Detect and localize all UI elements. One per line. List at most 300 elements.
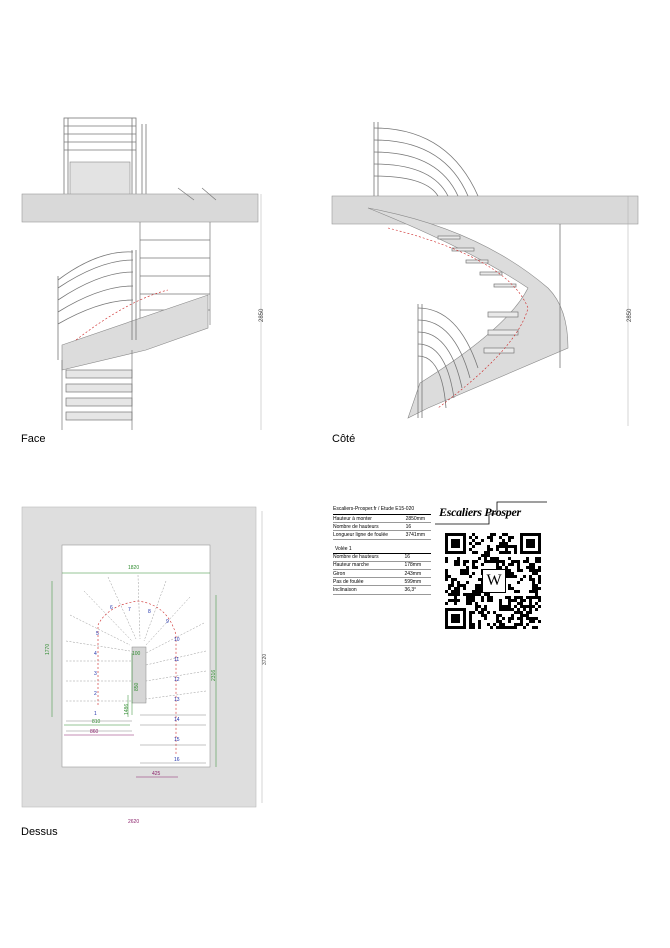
step-number: 13 (174, 697, 180, 703)
qr-module (475, 584, 478, 587)
plan-dim-left: 1770 (45, 643, 51, 655)
qr-module (493, 560, 496, 563)
qr-module (502, 605, 505, 608)
qr-module (535, 593, 538, 596)
qr-module (484, 605, 487, 608)
qr-module (532, 590, 535, 593)
qr-module (472, 563, 475, 566)
qr-module (532, 605, 535, 608)
step-number: 8 (148, 609, 151, 615)
qr-module (472, 545, 475, 548)
qr-module (472, 566, 475, 569)
qr-module (508, 563, 511, 566)
qr-module (538, 560, 541, 563)
volee-title: Volée 1 (333, 545, 431, 554)
qr-module (538, 605, 541, 608)
qr-module (511, 587, 514, 590)
qr-module (529, 608, 532, 611)
qr-module (475, 608, 478, 611)
qr-module (466, 602, 469, 605)
qr-module (478, 557, 481, 560)
qr-module (454, 596, 457, 599)
study-value: 3741mm (403, 531, 431, 539)
qr-module (490, 596, 493, 599)
qr-module (538, 620, 541, 623)
qr-module (520, 569, 523, 572)
qr-module (478, 593, 481, 596)
qr-module (469, 614, 472, 617)
qr-module (505, 542, 508, 545)
qr-module (478, 587, 481, 590)
qr-module (493, 611, 496, 614)
qr-module (469, 611, 472, 614)
qr-module (484, 557, 487, 560)
qr-module (493, 557, 496, 560)
qr-module (517, 602, 520, 605)
qr-module (490, 560, 493, 563)
qr-module (499, 599, 502, 602)
qr-module (469, 620, 472, 623)
qr-module (523, 575, 526, 578)
qr-module (508, 575, 511, 578)
qr-module (505, 605, 508, 608)
qr-module (535, 587, 538, 590)
qr-module (475, 593, 478, 596)
qr-module (508, 617, 511, 620)
side-caption: Côté (332, 433, 356, 445)
step-number: 12 (174, 677, 180, 683)
side-elevation-drawing (328, 108, 648, 433)
qr-module (535, 560, 538, 563)
qr-module (466, 560, 469, 563)
qr-module (445, 602, 448, 605)
qr-module (454, 578, 457, 581)
qr-module (451, 539, 460, 548)
qr-module (508, 572, 511, 575)
qr-module (535, 596, 538, 599)
qr-module (475, 590, 478, 593)
qr-module (469, 536, 472, 539)
qr-module (496, 614, 499, 617)
study-header: Escaliers-Prosper.fr / Etude E15-020 (333, 505, 431, 515)
qr-module (526, 617, 529, 620)
qr-module (469, 626, 472, 629)
qr-module (508, 599, 511, 602)
qr-module (511, 536, 514, 539)
qr-module (463, 563, 466, 566)
qr-module (523, 614, 526, 617)
qr-module (484, 608, 487, 611)
qr-module (454, 602, 457, 605)
qr-module (511, 575, 514, 578)
qr-module (526, 623, 529, 626)
qr-module (475, 551, 478, 554)
qr-module (508, 602, 511, 605)
qr-module (502, 623, 505, 626)
volee-label: Giron (333, 569, 401, 577)
step-number: 14 (174, 717, 180, 723)
qr-module (466, 599, 469, 602)
study-row (333, 523, 431, 531)
qr-module (532, 569, 535, 572)
qr-module (457, 599, 460, 602)
qr-module (487, 596, 490, 599)
face-caption: Face (21, 433, 46, 445)
step-number: 5 (96, 631, 99, 637)
volee-label: Inclinaison (333, 586, 401, 594)
qr-module (538, 569, 541, 572)
qr-center-letter: W (482, 569, 506, 593)
qr-module (469, 596, 472, 599)
qr-module (466, 593, 469, 596)
qr-module (532, 578, 535, 581)
study-label: Nombre de hauteurs (333, 523, 403, 531)
step-number: 4 (94, 651, 97, 657)
qr-module (451, 578, 454, 581)
qr-module (532, 620, 535, 623)
qr-module (505, 596, 508, 599)
qr-module (496, 626, 499, 629)
study-label: Hauteur à monter (333, 515, 403, 523)
brand-logo (433, 500, 549, 526)
side-height-dim: 2850 (627, 308, 633, 322)
qr-module (535, 590, 538, 593)
plan-caption: Dessus (21, 826, 58, 838)
qr-module (535, 602, 538, 605)
qr-module (535, 608, 538, 611)
qr-module (517, 617, 520, 620)
step-number: 16 (174, 757, 180, 763)
study-value: 2850mm (403, 515, 431, 523)
qr-module (472, 626, 475, 629)
qr-module (529, 590, 532, 593)
plan-dim-810: 810 (92, 719, 101, 725)
qr-module (493, 623, 496, 626)
qr-module (526, 560, 529, 563)
qr-module (472, 560, 475, 563)
qr-module (493, 533, 496, 536)
volee-value: 599mm (401, 578, 431, 586)
qr-module (517, 560, 520, 563)
study-summary-table (333, 515, 431, 540)
plan-dim-860: 860 (90, 729, 99, 735)
qr-module (457, 593, 460, 596)
study-row (333, 531, 431, 539)
qr-module (484, 614, 487, 617)
step-number: 10 (174, 637, 180, 643)
qr-module (463, 569, 466, 572)
qr-module (466, 566, 469, 569)
qr-module (508, 626, 511, 629)
qr-module (511, 572, 514, 575)
qr-module (448, 587, 451, 590)
qr-module (538, 557, 541, 560)
volee-value: 16 (401, 554, 431, 562)
qr-module (514, 551, 517, 554)
qr-module (448, 599, 451, 602)
plan-dim-100: 100 (132, 651, 141, 657)
qr-module (475, 602, 478, 605)
qr-module (481, 608, 484, 611)
qr-module (481, 554, 484, 557)
qr-module (517, 623, 520, 626)
qr-module (490, 599, 493, 602)
qr-module (484, 617, 487, 620)
qr-module (475, 605, 478, 608)
qr-module (481, 563, 484, 566)
qr-module (469, 542, 472, 545)
qr-module (514, 590, 517, 593)
qr-module (496, 617, 499, 620)
qr-module (484, 554, 487, 557)
step-number: 6 (110, 605, 113, 611)
qr-module (529, 602, 532, 605)
plan-view-drawing (18, 505, 278, 823)
qr-module (457, 590, 460, 593)
qr-module (457, 587, 460, 590)
qr-module (475, 566, 478, 569)
qr-module (523, 599, 526, 602)
qr-module (520, 578, 523, 581)
qr-module (538, 581, 541, 584)
qr-module (484, 560, 487, 563)
qr-module (463, 584, 466, 587)
qr-module (499, 614, 502, 617)
qr-module (514, 599, 517, 602)
qr-module (484, 593, 487, 596)
qr-module (490, 536, 493, 539)
qr-module (508, 536, 511, 539)
qr-module (457, 557, 460, 560)
qr-module (538, 566, 541, 569)
qr-module (478, 542, 481, 545)
qr-module (538, 575, 541, 578)
qr-module (475, 560, 478, 563)
step-number: 3 (94, 671, 97, 677)
face-height-dim: 2850 (259, 308, 265, 322)
qr-module (454, 593, 457, 596)
qr-module (517, 569, 520, 572)
qr-module (448, 575, 451, 578)
qr-module (529, 611, 532, 614)
qr-module (451, 584, 454, 587)
qr-module (499, 542, 502, 545)
qr-code (445, 533, 541, 629)
qr-module (532, 617, 535, 620)
volee-value: 178mm (401, 561, 431, 569)
qr-module (475, 542, 478, 545)
qr-module (463, 593, 466, 596)
qr-module (487, 623, 490, 626)
qr-module (496, 560, 499, 563)
qr-module (502, 617, 505, 620)
qr-module (499, 536, 502, 539)
qr-module (484, 551, 487, 554)
qr-module (532, 596, 535, 599)
study-info-table (333, 505, 431, 595)
qr-module (481, 596, 484, 599)
qr-module (496, 545, 499, 548)
qr-module (526, 611, 529, 614)
qr-module (487, 593, 490, 596)
qr-module (472, 593, 475, 596)
qr-module (535, 584, 538, 587)
plan-dim-right-inner: 2316 (211, 669, 217, 681)
qr-module (508, 605, 511, 608)
step-number: 2 (94, 691, 97, 697)
qr-module (454, 590, 457, 593)
qr-module (526, 614, 529, 617)
qr-module (538, 587, 541, 590)
qr-module (529, 575, 532, 578)
qr-module (445, 557, 448, 560)
qr-module (457, 584, 460, 587)
qr-module (472, 611, 475, 614)
qr-module (517, 596, 520, 599)
plan-dim-right-outer: 3720 (262, 653, 268, 665)
qr-module (451, 593, 454, 596)
qr-module (535, 572, 538, 575)
qr-module (532, 581, 535, 584)
plan-dim-top: 1820 (128, 565, 140, 571)
qr-module (457, 581, 460, 584)
qr-module (520, 623, 523, 626)
qr-module (499, 626, 502, 629)
qr-module (511, 563, 514, 566)
volee-value: 243mm (401, 569, 431, 577)
study-value: 16 (403, 523, 431, 531)
qr-module (517, 611, 520, 614)
qr-module (490, 626, 493, 629)
qr-module (511, 599, 514, 602)
qr-module (481, 611, 484, 614)
qr-module (466, 572, 469, 575)
step-number: 15 (174, 737, 180, 743)
qr-module (481, 614, 484, 617)
qr-module (502, 551, 505, 554)
qr-module (472, 599, 475, 602)
qr-module (478, 605, 481, 608)
qr-module (454, 563, 457, 566)
qr-module (532, 572, 535, 575)
qr-module (499, 551, 502, 554)
qr-module (451, 614, 460, 623)
qr-module (499, 560, 502, 563)
qr-module (529, 578, 532, 581)
qr-module (508, 557, 511, 560)
qr-module (529, 569, 532, 572)
step-number: 1 (94, 711, 97, 717)
qr-module (499, 605, 502, 608)
qr-module (502, 563, 505, 566)
qr-module (514, 548, 517, 551)
qr-module (472, 539, 475, 542)
volee-row (333, 569, 431, 577)
qr-module (499, 620, 502, 623)
qr-module (481, 539, 484, 542)
qr-module (472, 623, 475, 626)
qr-module (463, 572, 466, 575)
qr-module (496, 620, 499, 623)
qr-module (466, 569, 469, 572)
qr-module (523, 608, 526, 611)
qr-module (469, 575, 472, 578)
qr-module (511, 614, 514, 617)
qr-module (487, 599, 490, 602)
qr-module (472, 533, 475, 536)
qr-module (538, 596, 541, 599)
qr-module (490, 557, 493, 560)
qr-module (445, 569, 448, 572)
qr-module (445, 560, 448, 563)
qr-module (469, 602, 472, 605)
qr-module (496, 563, 499, 566)
qr-module (508, 569, 511, 572)
qr-module (499, 623, 502, 626)
qr-module (514, 575, 517, 578)
qr-module (487, 536, 490, 539)
qr-module (445, 578, 448, 581)
volee-row (333, 561, 431, 569)
qr-module (478, 590, 481, 593)
qr-module (463, 587, 466, 590)
qr-module (514, 545, 517, 548)
qr-module (472, 596, 475, 599)
qr-module (472, 590, 475, 593)
qr-module (538, 599, 541, 602)
qr-module (499, 608, 502, 611)
qr-module (490, 548, 493, 551)
qr-module (505, 551, 508, 554)
qr-module (469, 617, 472, 620)
qr-module (466, 581, 469, 584)
qr-module (478, 626, 481, 629)
qr-module (487, 551, 490, 554)
qr-module (520, 602, 523, 605)
volee-row (333, 554, 431, 562)
qr-module (517, 608, 520, 611)
qr-module (526, 605, 529, 608)
qr-module (472, 551, 475, 554)
qr-module (448, 584, 451, 587)
qr-module (514, 611, 517, 614)
qr-module (529, 563, 532, 566)
plan-dim-425: 425 (152, 771, 161, 777)
qr-module (505, 608, 508, 611)
step-number: 9 (166, 619, 169, 625)
qr-module (478, 578, 481, 581)
qr-module (505, 545, 508, 548)
qr-module (445, 575, 448, 578)
volee-row (333, 578, 431, 586)
qr-module (520, 596, 523, 599)
qr-module (508, 545, 511, 548)
qr-module (523, 626, 526, 629)
qr-module (523, 605, 526, 608)
qr-module (514, 626, 517, 629)
volee-label: Hauteur marche (333, 561, 401, 569)
qr-module (505, 533, 508, 536)
step-number: 11 (174, 657, 180, 663)
qr-module (481, 599, 484, 602)
qr-module (517, 590, 520, 593)
study-row (333, 515, 431, 523)
volee-label: Pas de foulée (333, 578, 401, 586)
qr-module (502, 533, 505, 536)
qr-module (490, 533, 493, 536)
plan-dim-850: 850 (134, 682, 140, 691)
qr-module (535, 617, 538, 620)
